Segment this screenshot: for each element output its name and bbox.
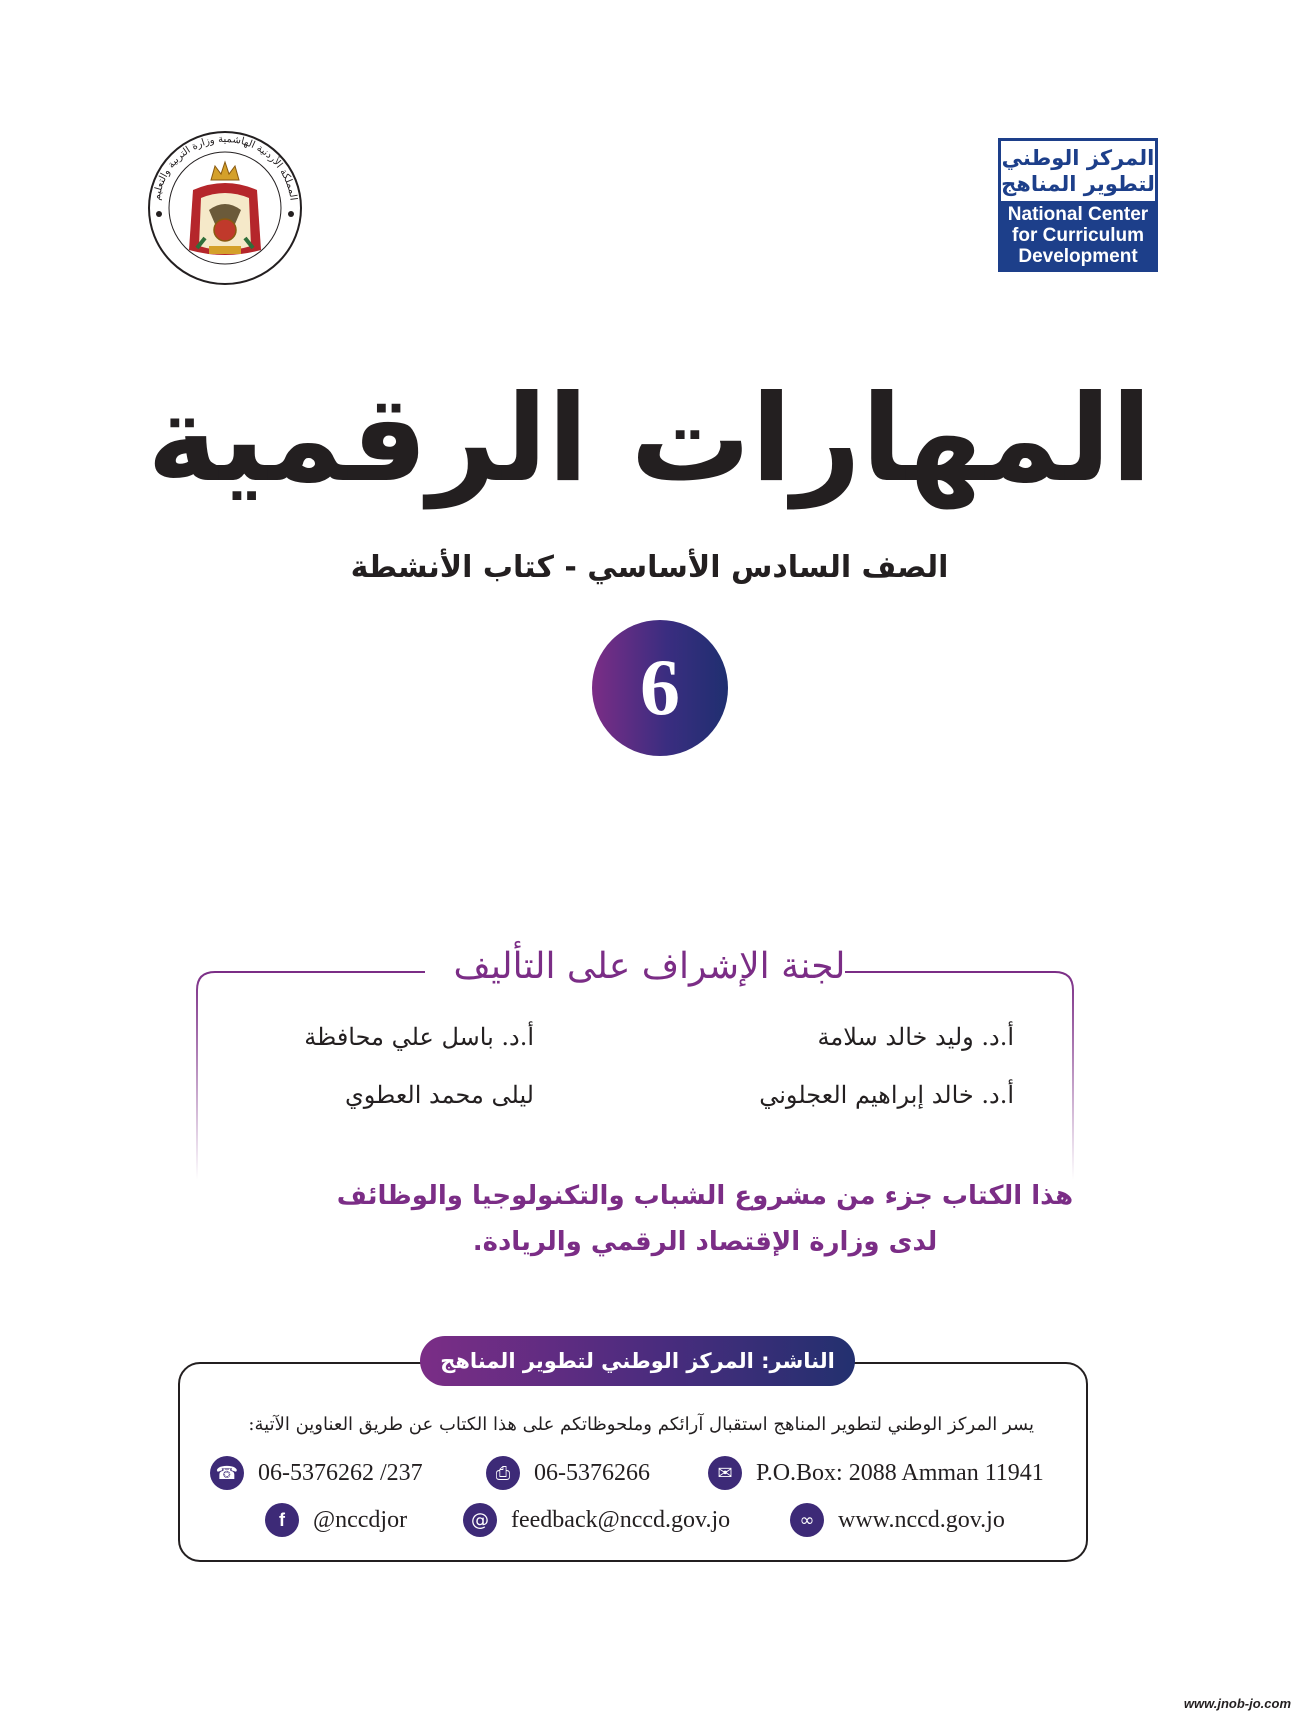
committee-title: لجنة الإشراف على التأليف (453, 946, 846, 987)
mail-icon: ✉ (708, 1456, 742, 1490)
project-statement-line1: هذا الكتاب جزء من مشروع الشباب والتكنولوجيا والوظائف (336, 1181, 1074, 1211)
feedback-invitation-text: يسر المركز الوطني لتطوير المناهج استقبال آرائكم وملحوظاتكم على هذا الكتاب عن طريق العناوين الآتية: (248, 1414, 1034, 1435)
phone-icon: ☎ (210, 1456, 244, 1490)
contact-phone-text: 06-5376262 /237 (258, 1459, 423, 1486)
nccd-logo-arabic-line2: لتطوير المناهج (1001, 172, 1155, 196)
source-watermark: www.jnob-jo.com (1183, 1696, 1291, 1711)
contact-facebook (265, 1500, 407, 1540)
contact-facebook-text: @nccdjor (313, 1506, 408, 1533)
contact-website-text: www.nccd.gov.jo (838, 1506, 1005, 1533)
contact-email (463, 1500, 730, 1540)
at-sign-icon: @ (463, 1503, 497, 1537)
committee-frame (195, 970, 1075, 1180)
nccd-logo-english-block (1001, 201, 1155, 271)
fax-icon: ⎙ (486, 1456, 520, 1490)
committee-member: أ.د. باسل علي محافظة (304, 1023, 534, 1051)
ministry-seal-logo (145, 128, 305, 288)
nccd-logo-arabic-line1: المركز الوطني (1001, 146, 1155, 170)
contact-pobox (708, 1453, 1044, 1493)
committee-member: أ.د. وليد خالد سلامة (817, 1023, 1014, 1051)
contact-website (790, 1500, 1005, 1540)
contact-fax-text: 06-5376266 (534, 1459, 650, 1486)
seal-ring-text: المملكة الأردنية الهاشمية وزارة التربية والتعليم (151, 133, 299, 202)
grade-number-badge: 6 (592, 620, 728, 756)
nccd-logo (998, 138, 1158, 272)
book-subtitle: الصف السادس الأساسي - كتاب الأنشطة (350, 550, 949, 585)
committee-member: ليلى محمد العطوي (344, 1081, 534, 1109)
nccd-logo-english-line1: National Center (1007, 204, 1149, 225)
nccd-logo-english-line3: Development (1018, 246, 1138, 267)
contact-phone (210, 1453, 423, 1493)
book-title: المهارات الرقمية (146, 370, 1153, 509)
committee-member: أ.د. خالد إبراهيم العجلوني (759, 1081, 1014, 1109)
contact-pobox-text: P.O.Box: 2088 Amman 11941 (756, 1459, 1044, 1486)
publisher-label: الناشر: المركز الوطني لتطوير المناهج (420, 1336, 855, 1386)
project-statement-line2: لدى وزارة الإقتصاد الرقمي والريادة. (472, 1227, 938, 1257)
nccd-logo-english-line2: for Curriculum (1012, 225, 1144, 246)
facebook-icon: f (265, 1503, 299, 1537)
link-icon: ∞ (790, 1503, 824, 1537)
contact-fax (486, 1453, 650, 1493)
contact-email-text: feedback@nccd.gov.jo (511, 1506, 731, 1533)
